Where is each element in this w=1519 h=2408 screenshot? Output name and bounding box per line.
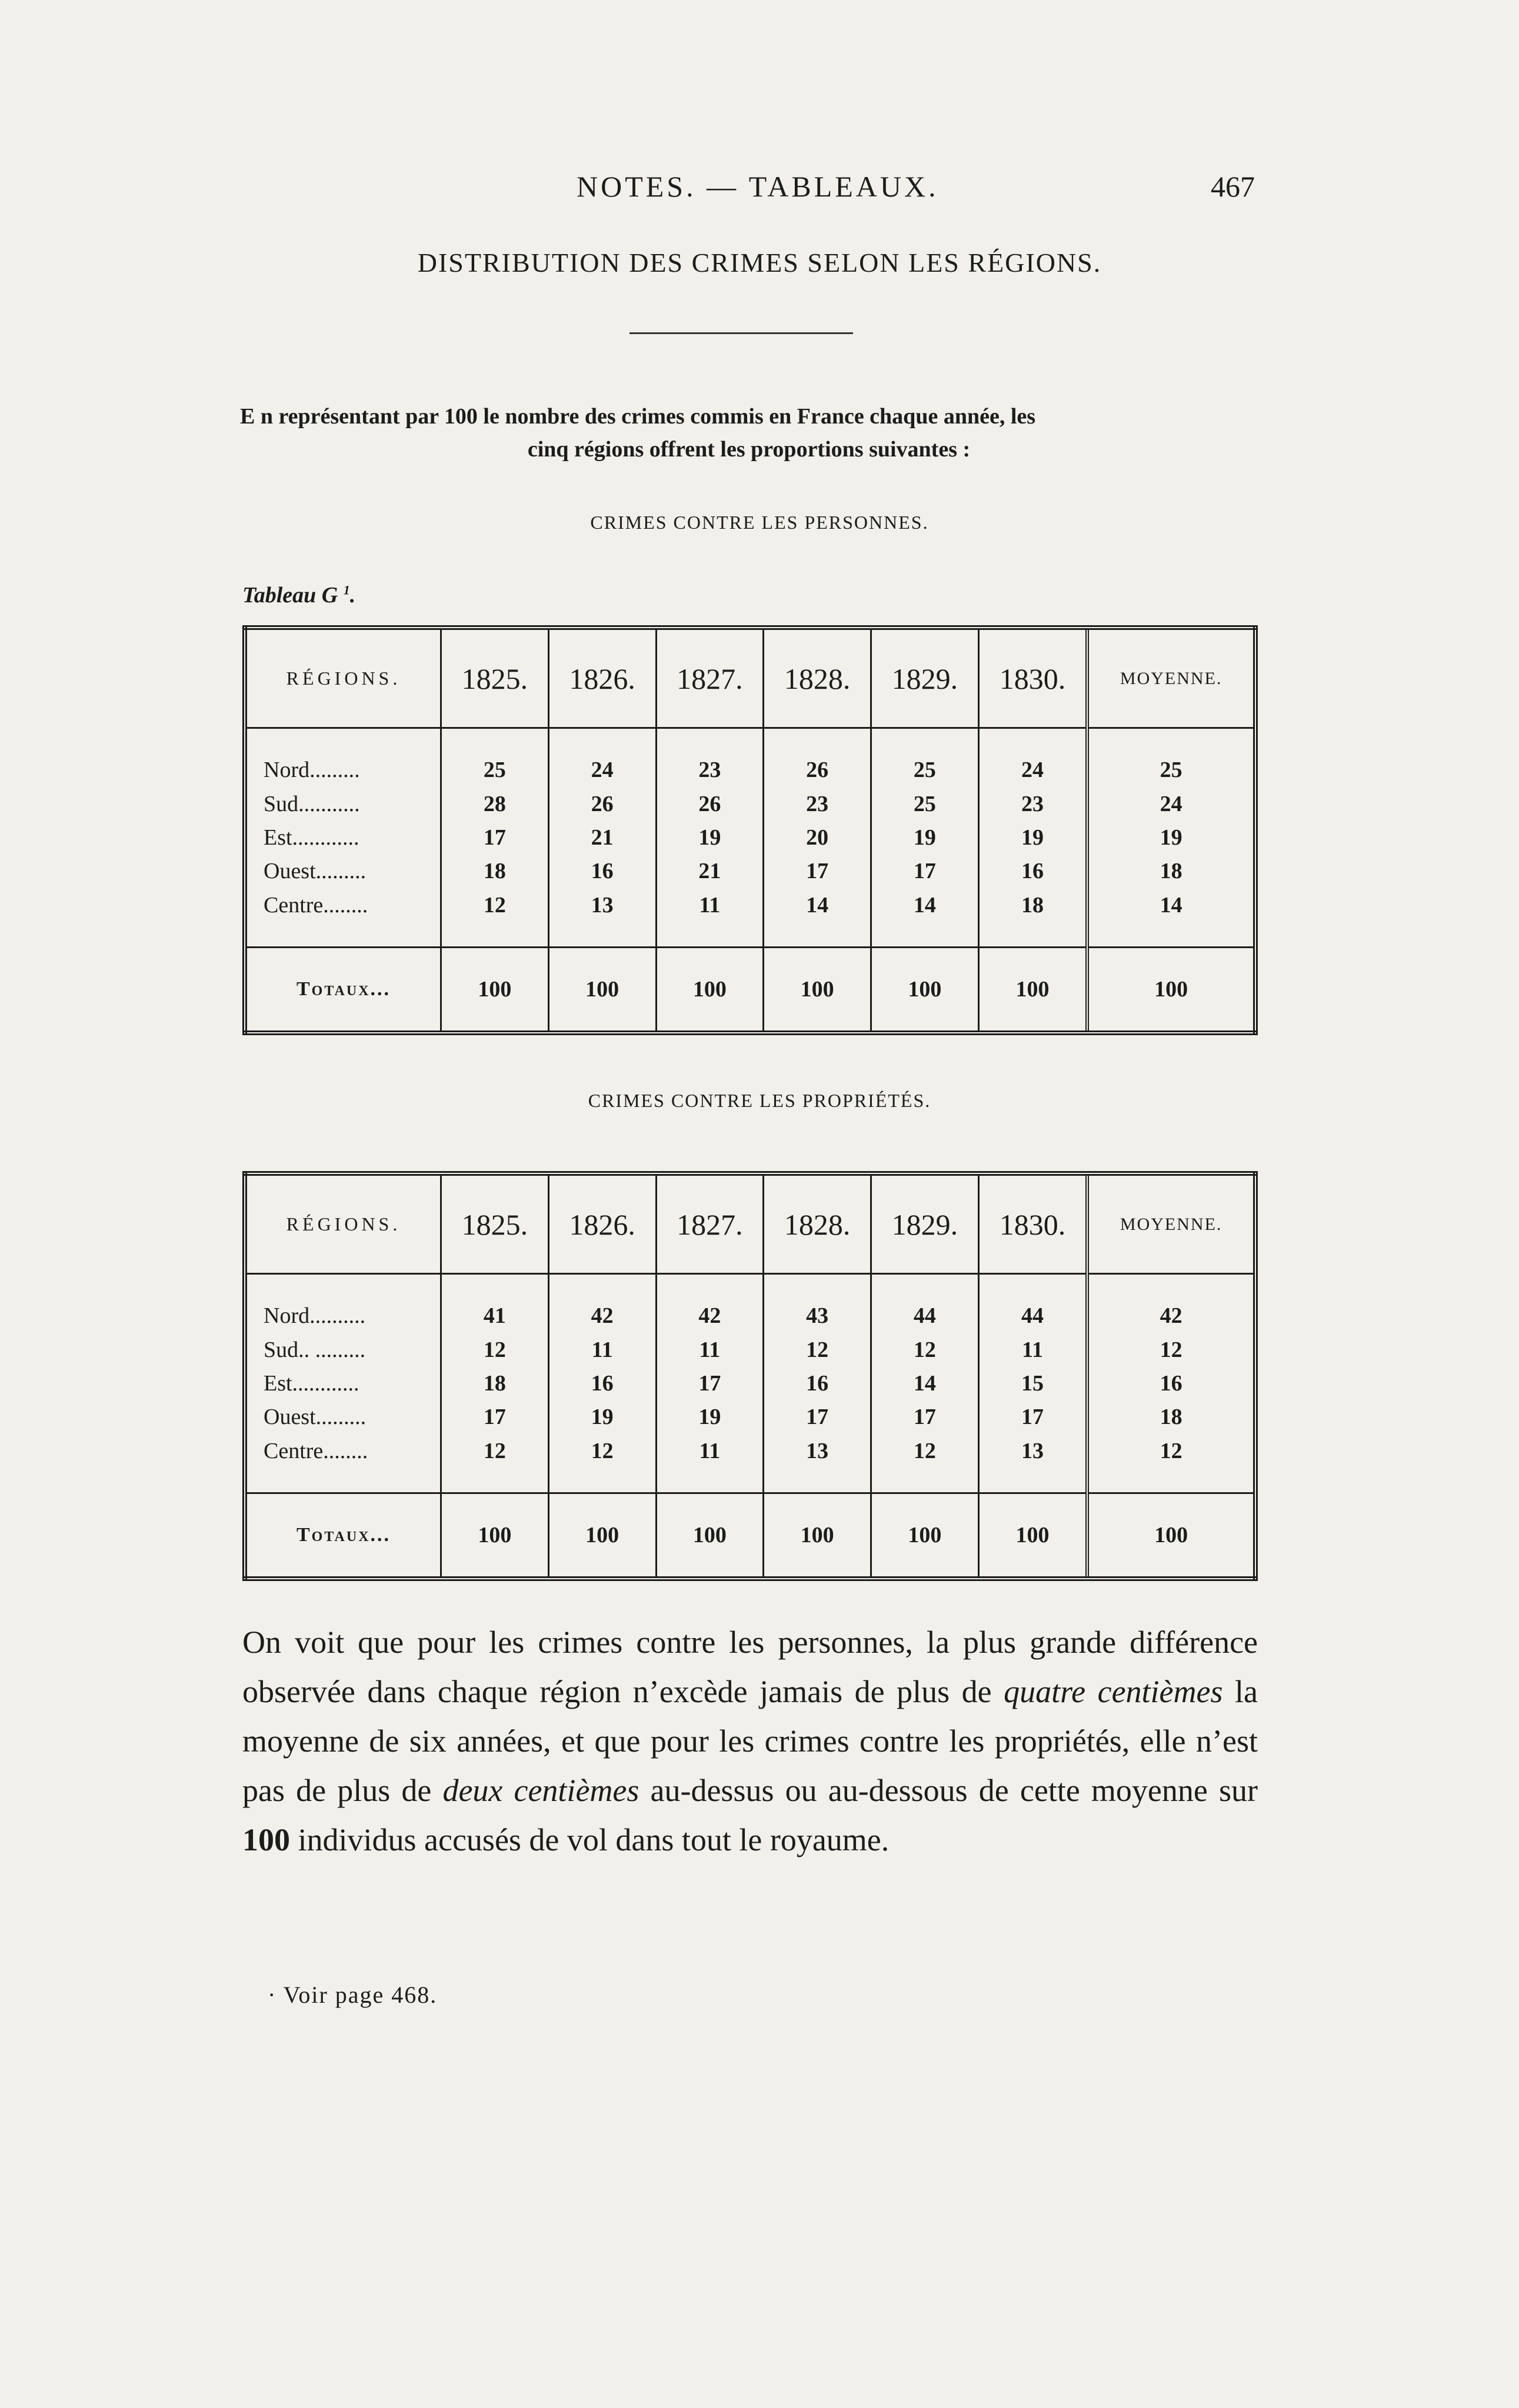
value-cell: 14	[871, 1366, 978, 1400]
value-cell: 44	[978, 1274, 1087, 1333]
table-row	[245, 821, 1255, 854]
table-label-text: Tableau G	[242, 583, 338, 608]
table-row	[245, 728, 1255, 788]
section-title: DISTRIBUTION DES CRIMES SELON LES RÉGIONS.	[417, 248, 1102, 278]
header-year: 1827.	[656, 1173, 764, 1274]
total-cell: 100	[871, 948, 978, 1033]
value-cell: 16	[764, 1366, 871, 1400]
value-cell: 44	[871, 1274, 978, 1333]
table-header-row	[245, 628, 1255, 728]
average-cell: 12	[1087, 1434, 1255, 1493]
header-regions: RÉGIONS.	[245, 1173, 441, 1274]
value-cell: 11	[656, 1333, 764, 1366]
region-name: Centre........	[264, 893, 368, 918]
total-average-cell: 100	[1087, 1493, 1255, 1579]
region-name: Nord.........	[264, 757, 360, 782]
value-cell: 19	[871, 821, 978, 854]
average-cell: 18	[1087, 1400, 1255, 1434]
header-year: 1825.	[441, 1173, 549, 1274]
value-cell: 23	[978, 787, 1087, 821]
totals-label: Totaux...	[245, 948, 441, 1033]
header-year: 1825.	[441, 628, 549, 728]
running-header-title: NOTES. — TABLEAUX.	[577, 170, 939, 203]
value-cell: 12	[548, 1434, 656, 1493]
value-cell: 43	[764, 1274, 871, 1333]
value-cell: 12	[871, 1333, 978, 1366]
value-cell: 41	[441, 1274, 549, 1333]
table-caption-persons: CRIMES CONTRE LES PERSONNES.	[590, 512, 929, 533]
value-cell: 18	[441, 1366, 549, 1400]
total-cell: 100	[656, 948, 764, 1033]
conclusion-paragraph	[242, 1617, 1258, 1865]
header-year: 1827.	[656, 628, 764, 728]
value-cell: 19	[978, 821, 1087, 854]
conclusion-text-4: individus accusés de vol dans tout le royaume.	[290, 1822, 890, 1857]
header-year: 1830.	[978, 1173, 1087, 1274]
region-name: Sud.. .........	[264, 1337, 366, 1362]
value-cell: 17	[871, 1400, 978, 1434]
value-cell: 13	[764, 1434, 871, 1493]
value-cell: 23	[764, 787, 871, 821]
total-cell: 100	[441, 948, 549, 1033]
value-cell: 19	[656, 821, 764, 854]
conclusion-emphasis-1: quatre centièmes	[1004, 1674, 1223, 1709]
total-cell: 100	[441, 1493, 549, 1579]
region-name: Ouest.........	[264, 1405, 367, 1430]
value-cell: 11	[548, 1333, 656, 1366]
value-cell: 17	[441, 1400, 549, 1434]
totals-row	[245, 1493, 1255, 1579]
conclusion-number: 100	[242, 1822, 290, 1857]
table-row	[245, 855, 1255, 888]
title-divider-rule	[629, 332, 853, 334]
value-cell: 42	[656, 1274, 764, 1333]
value-cell: 18	[441, 855, 549, 888]
total-average-cell: 100	[1087, 948, 1255, 1033]
table-crimes-property	[242, 1171, 1258, 1581]
table-row	[245, 1366, 1255, 1400]
value-cell: 15	[978, 1366, 1087, 1400]
value-cell: 25	[871, 787, 978, 821]
total-cell: 100	[978, 948, 1087, 1033]
table-row	[245, 1400, 1255, 1434]
value-cell: 25	[871, 728, 978, 788]
value-cell: 13	[548, 888, 656, 948]
value-cell: 12	[441, 888, 549, 948]
conclusion-text-3: au-dessus ou au-dessous de cette moyenne sur	[639, 1773, 1258, 1808]
value-cell: 17	[764, 1400, 871, 1434]
value-cell: 18	[978, 888, 1087, 948]
total-cell: 100	[548, 948, 656, 1033]
value-cell: 12	[441, 1434, 549, 1493]
header-year: 1829.	[871, 1173, 978, 1274]
average-cell: 42	[1087, 1274, 1255, 1333]
total-cell: 100	[871, 1493, 978, 1579]
average-cell: 16	[1087, 1366, 1255, 1400]
totals-row	[245, 948, 1255, 1033]
average-cell: 14	[1087, 888, 1255, 948]
table-row	[245, 1333, 1255, 1366]
value-cell: 14	[871, 888, 978, 948]
value-cell: 13	[978, 1434, 1087, 1493]
intro-paragraph	[240, 400, 1258, 466]
value-cell: 16	[978, 855, 1087, 888]
value-cell: 11	[978, 1333, 1087, 1366]
region-name: Nord..........	[264, 1303, 366, 1328]
region-name: Sud...........	[264, 791, 360, 816]
value-cell: 12	[441, 1333, 549, 1366]
region-name: Est............	[264, 825, 359, 850]
value-cell: 17	[441, 821, 549, 854]
value-cell: 21	[548, 821, 656, 854]
value-cell: 25	[441, 728, 549, 788]
header-year: 1828.	[764, 628, 871, 728]
value-cell: 17	[764, 855, 871, 888]
header-average: MOYENNE.	[1087, 1173, 1255, 1274]
value-cell: 11	[656, 1434, 764, 1493]
total-cell: 100	[978, 1493, 1087, 1579]
value-cell: 19	[656, 1400, 764, 1434]
value-cell: 26	[764, 728, 871, 788]
table-header-row	[245, 1173, 1255, 1274]
value-cell: 21	[656, 855, 764, 888]
conclusion-emphasis-2: deux centièmes	[442, 1773, 639, 1808]
total-cell: 100	[764, 1493, 871, 1579]
header-regions: RÉGIONS.	[245, 628, 441, 728]
table-row	[245, 1434, 1255, 1493]
value-cell: 16	[548, 1366, 656, 1400]
table-row	[245, 1274, 1255, 1333]
value-cell: 24	[548, 728, 656, 788]
conclusion-text-1: On voit que pour les crimes contre les personnes, la plus grande différence observée dans chaque région n’excède jamais de plus de	[242, 1625, 1258, 1709]
total-cell: 100	[548, 1493, 656, 1579]
average-cell: 18	[1087, 855, 1255, 888]
value-cell: 23	[656, 728, 764, 788]
region-name: Est............	[264, 1370, 359, 1396]
average-cell: 25	[1087, 728, 1255, 788]
total-cell: 100	[764, 948, 871, 1033]
header-year: 1826.	[548, 628, 656, 728]
table-crimes-persons	[242, 625, 1258, 1035]
header-year: 1828.	[764, 1173, 871, 1274]
intro-line-2: cinq régions offrent les proportions suivantes :	[527, 437, 971, 462]
header-year: 1826.	[548, 1173, 656, 1274]
value-cell: 16	[548, 855, 656, 888]
header-average: MOYENNE.	[1087, 628, 1255, 728]
header-year: 1830.	[978, 628, 1087, 728]
table-caption-property: CRIMES CONTRE LES PROPRIÉTÉS.	[588, 1090, 931, 1111]
table-label-note-marker: 1	[343, 582, 350, 598]
totals-label: Totaux...	[245, 1493, 441, 1579]
value-cell: 12	[764, 1333, 871, 1366]
value-cell: 19	[548, 1400, 656, 1434]
value-cell: 17	[978, 1400, 1087, 1434]
value-cell: 26	[548, 787, 656, 821]
value-cell: 26	[656, 787, 764, 821]
value-cell: 42	[548, 1274, 656, 1333]
value-cell: 17	[871, 855, 978, 888]
value-cell: 20	[764, 821, 871, 854]
region-name: Centre........	[264, 1439, 368, 1464]
value-cell: 12	[871, 1434, 978, 1493]
value-cell: 28	[441, 787, 549, 821]
header-year: 1829.	[871, 628, 978, 728]
page-number: 467	[1211, 170, 1255, 203]
region-name: Ouest.........	[264, 859, 367, 884]
average-cell: 24	[1087, 787, 1255, 821]
conclusion-text-2: la moyenne de six années, et que pour les crimes contre les propriétés, elle n’est pas de plus de	[242, 1674, 1258, 1808]
value-cell: 14	[764, 888, 871, 948]
table-row	[245, 787, 1255, 821]
value-cell: 11	[656, 888, 764, 948]
average-cell: 19	[1087, 821, 1255, 854]
intro-line-1: E n représentant par 100 le nombre des crimes commis en France chaque année, les	[240, 404, 1036, 429]
total-cell: 100	[656, 1493, 764, 1579]
average-cell: 12	[1087, 1333, 1255, 1366]
value-cell: 17	[656, 1366, 764, 1400]
value-cell: 24	[978, 728, 1087, 788]
table-label: Tableau G $^1$.	[242, 582, 356, 608]
table-row	[245, 888, 1255, 948]
footnote: · Voir page 468.	[268, 1982, 438, 2008]
